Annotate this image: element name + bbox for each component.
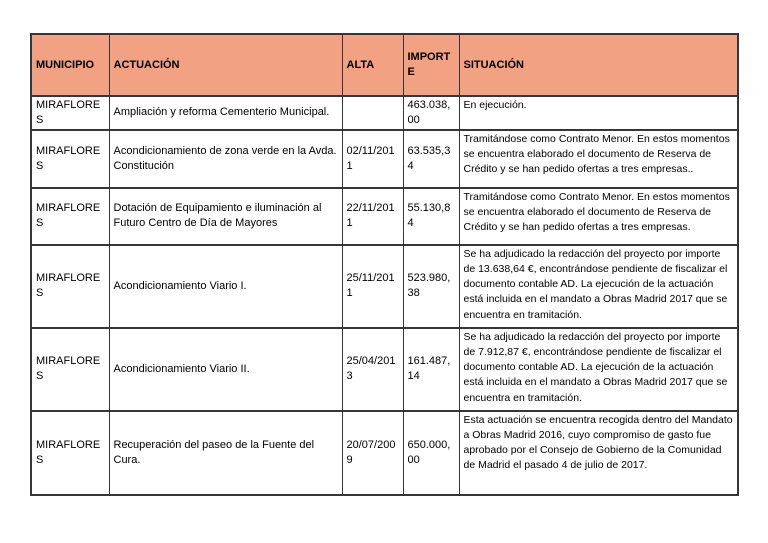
cell-municipio: MIRAFLORES (31, 328, 109, 411)
cell-importe: 63.535,34 (403, 130, 459, 188)
cell-alta: 25/04/2013 (342, 328, 403, 411)
column-header-alta: ALTA (342, 34, 403, 96)
cell-actuacion: Acondicionamiento Viario II. (109, 328, 342, 411)
cell-alta: 02/11/2011 (342, 130, 403, 188)
cell-municipio: MIRAFLORES (31, 188, 109, 245)
column-header-importe: IMPORTE (403, 34, 459, 96)
column-header-situacion: SITUACIÓN (459, 34, 738, 96)
cell-situacion: En ejecución. (459, 96, 738, 130)
cell-actuacion: Dotación de Equipamiento e iluminación al Futuro Centro de Día de Mayores (109, 188, 342, 245)
table-row (31, 130, 738, 188)
cell-importe: 161.487,14 (403, 328, 459, 411)
cell-importe: 55.130,84 (403, 188, 459, 245)
cell-situacion: Se ha adjudicado la redacción del proyecto por importe de 7.912,87 €, encontrándose pendiente de fiscalizar el documento contable AD. La ejecución de la actuación está incluida en el mandato a Obras Madrid 2017 que se encuentra en tramitación. (459, 328, 738, 411)
cell-situacion: Tramitándose como Contrato Menor. En estos momentos se encuentra elaborado el documento de Reserva de Crédito y se han pedido ofertas a tres empresas.. (459, 130, 738, 188)
cell-importe: 463.038,00 (403, 96, 459, 130)
municipal-works-table (30, 33, 739, 496)
cell-alta (342, 96, 403, 130)
table-row (31, 188, 738, 245)
table-row (31, 328, 738, 411)
column-header-municipio: MUNICIPIO (31, 34, 109, 96)
table-row (31, 411, 738, 495)
cell-municipio: MIRAFLORES (31, 96, 109, 130)
cell-alta: 25/11/2011 (342, 245, 403, 328)
cell-municipio: MIRAFLORES (31, 130, 109, 188)
table-row (31, 96, 738, 130)
cell-municipio: MIRAFLORES (31, 411, 109, 495)
cell-alta: 22/11/2011 (342, 188, 403, 245)
cell-importe: 523.980,38 (403, 245, 459, 328)
cell-situacion: Tramitándose como Contrato Menor. En estos momentos se encuentra elaborado el documento de Reserva de Crédito y se han pedido ofertas a tres empresas. (459, 188, 738, 245)
cell-alta: 20/07/2009 (342, 411, 403, 495)
table-row (31, 245, 738, 328)
table-header-row (31, 34, 738, 96)
cell-actuacion: Ampliación y reforma Cementerio Municipal. (109, 96, 342, 130)
cell-situacion: Esta actuación se encuentra recogida dentro del Mandato a Obras Madrid 2016, cuyo compromiso de gasto fue aprobado por el Consejo de Gobierno de la Comunidad de Madrid el pasado 4 de julio de 2017. (459, 411, 738, 495)
cell-importe: 650.000,00 (403, 411, 459, 495)
column-header-actuacion: ACTUACIÓN (109, 34, 342, 96)
cell-actuacion: Recuperación del paseo de la Fuente del Cura. (109, 411, 342, 495)
cell-actuacion: Acondicionamiento Viario I. (109, 245, 342, 328)
cell-situacion: Se ha adjudicado la redacción del proyecto por importe de 13.638,64 €, encontrándose pendiente de fiscalizar el documento contable AD. La ejecución de la actuación está incluida en el mandato a Obras Madrid 2017 que se encuentra en tramitación. (459, 245, 738, 328)
cell-municipio: MIRAFLORES (31, 245, 109, 328)
cell-actuacion: Acondicionamiento de zona verde en la Avda. Constitución (109, 130, 342, 188)
